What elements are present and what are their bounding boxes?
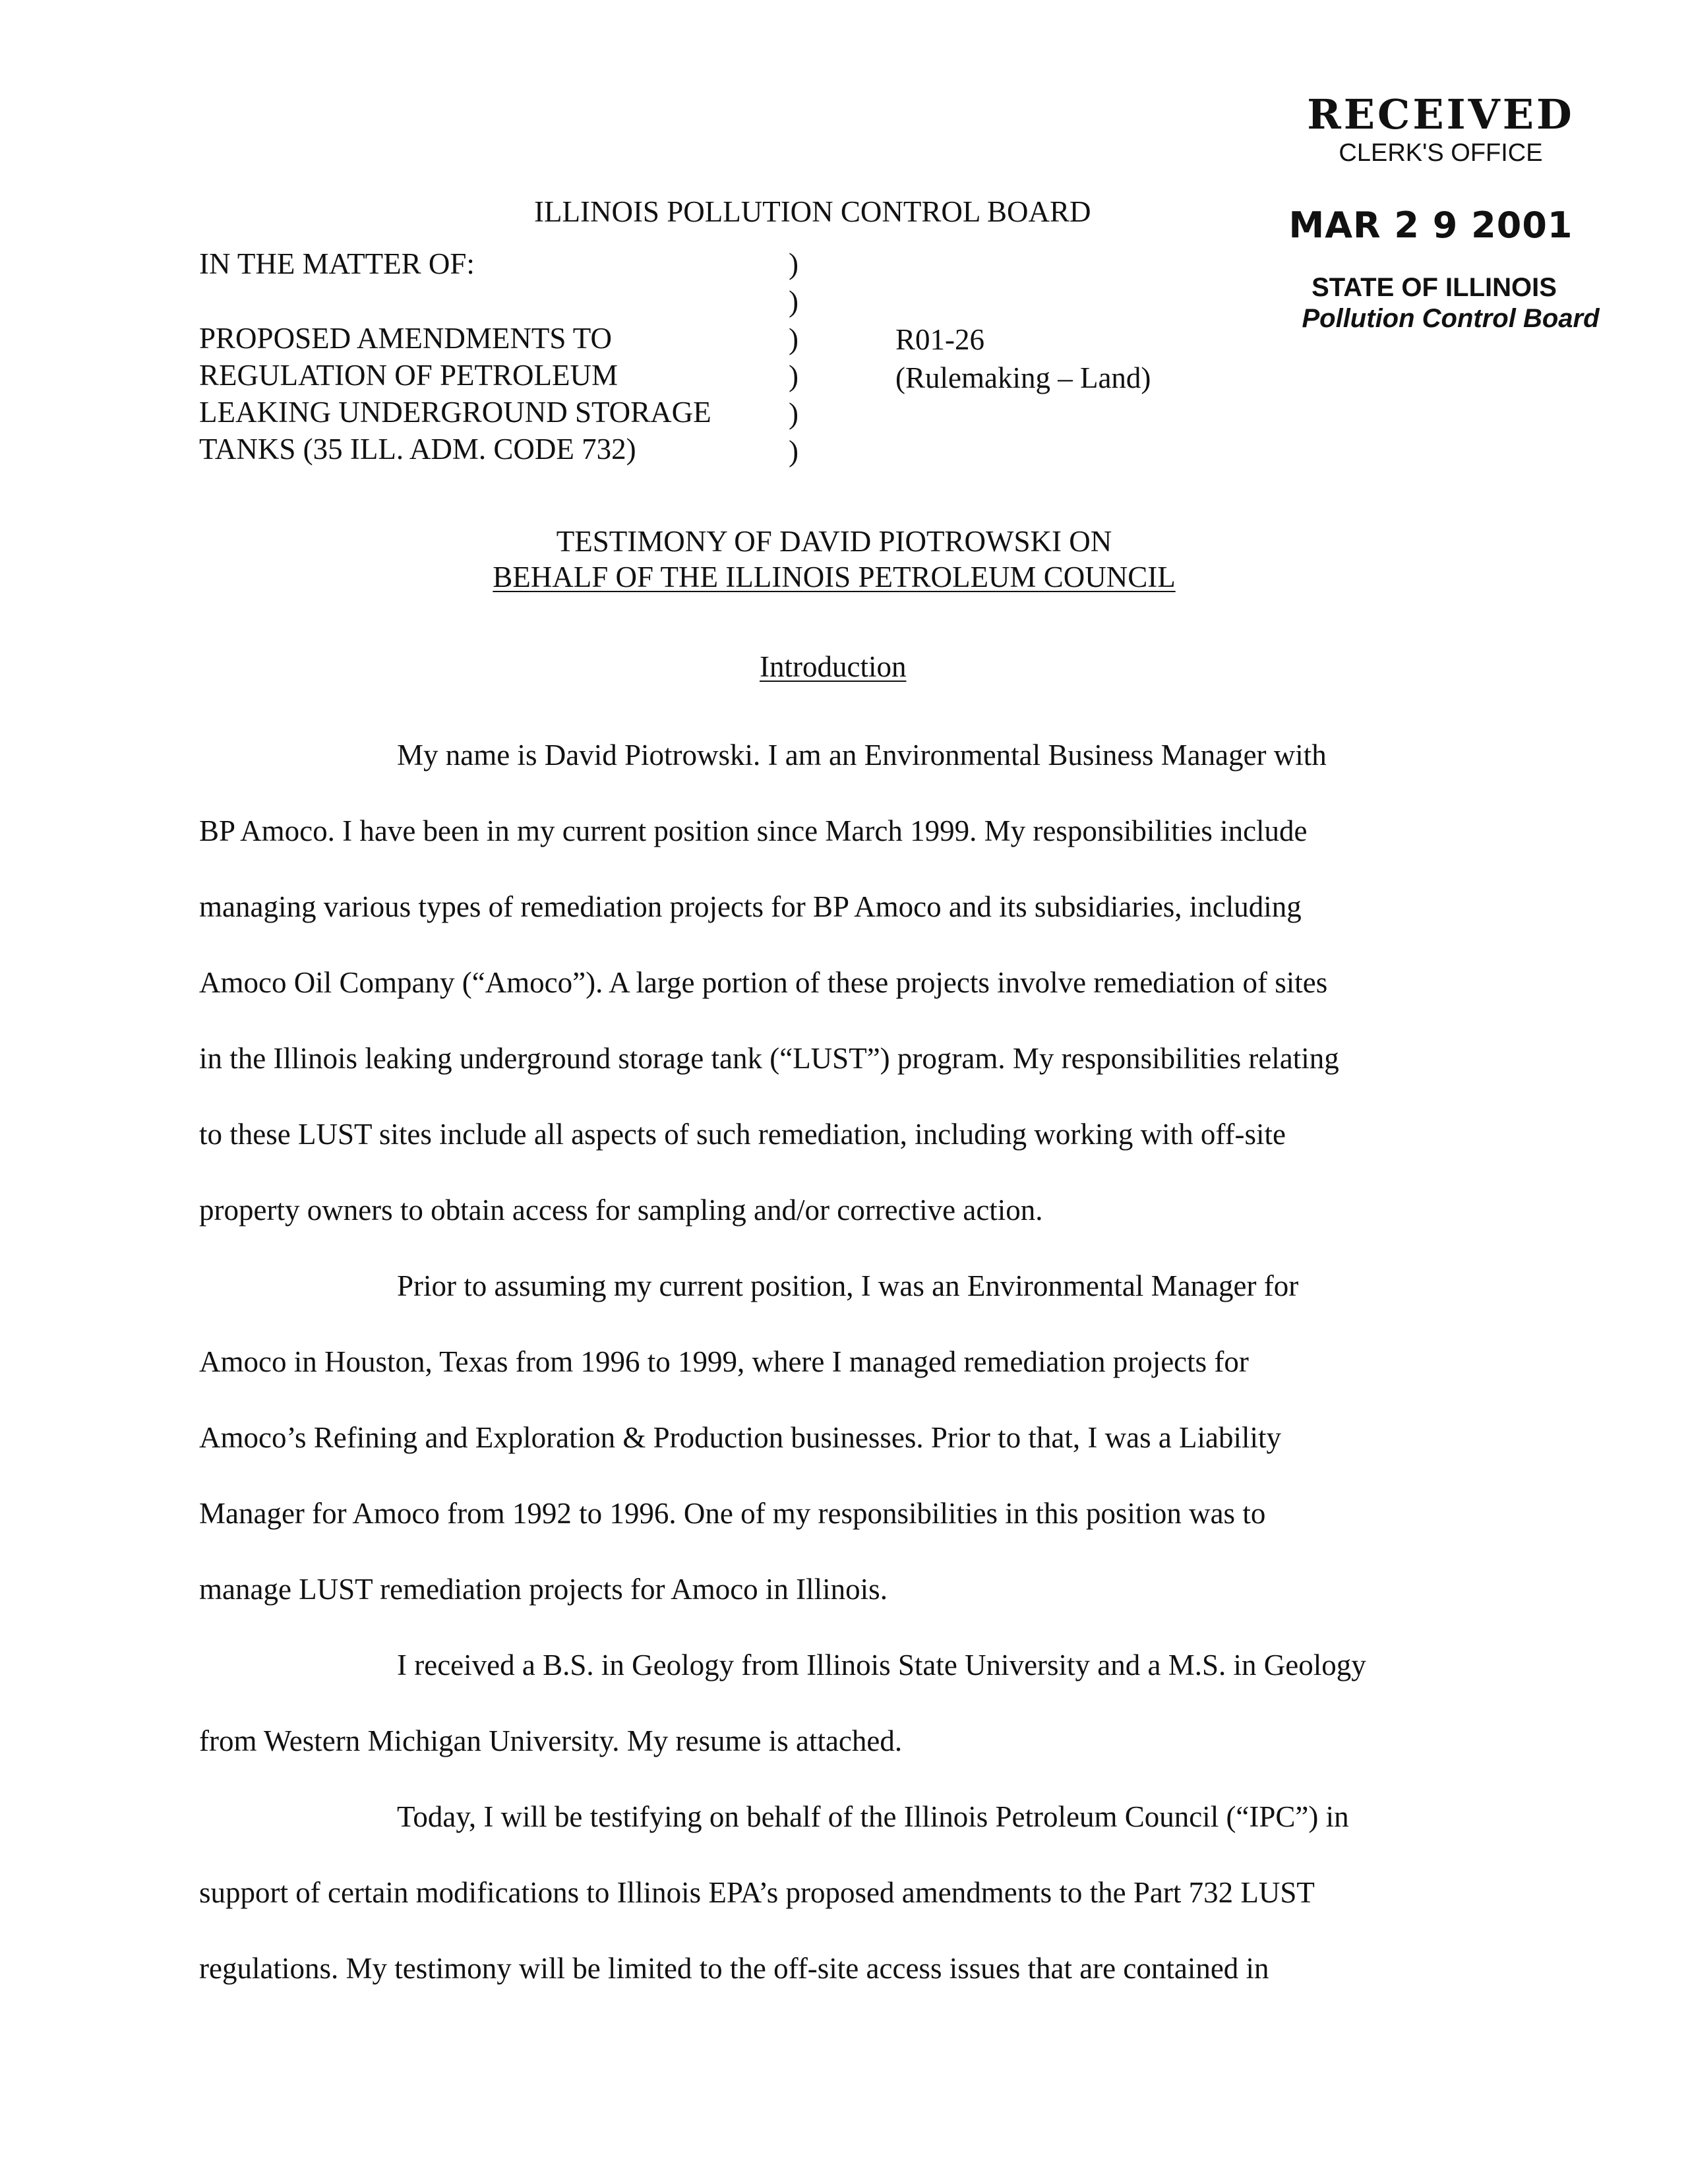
heading-line-2: BEHALF OF THE ILLINOIS PETROLEUM COUNCIL — [493, 561, 1176, 593]
received-stamp — [1253, 90, 1622, 334]
body-line: Amoco Oil Company (“Amoco”). A large portion of these projects involve remediation of sites — [199, 966, 1328, 999]
body-line: to these LUST sites include all aspects of such remediation, including working with off-site — [199, 1118, 1286, 1151]
stamp-board: Pollution Control Board — [1302, 304, 1600, 333]
stamp-received: RECEIVED — [1307, 90, 1575, 138]
caption-line: LEAKING UNDERGROUND STORAGE — [199, 396, 711, 429]
testimony-heading — [0, 524, 1688, 595]
caption-line: TANKS (35 ILL. ADM. CODE 732) — [199, 433, 636, 466]
case-caption — [199, 245, 711, 468]
caption-paren: ) — [789, 284, 799, 318]
caption-paren: ) — [789, 434, 799, 468]
rulemaking-type: (Rulemaking – Land) — [895, 361, 1151, 394]
body-line: My name is David Piotrowski. I am an Environmental Business Manager with — [397, 739, 1327, 772]
body-line: BP Amoco. I have been in my current position since March 1999. My responsibilities include — [199, 814, 1308, 847]
body-line: Manager for Amoco from 1992 to 1996. One of my responsibilities in this position was to — [199, 1497, 1266, 1530]
body-text — [199, 717, 1492, 2007]
body-line: Prior to assuming my current position, I was an Environmental Manager for — [397, 1269, 1299, 1302]
body-line: support of certain modifications to Illinois EPA’s proposed amendments to the Part 732 LUST — [199, 1876, 1315, 1909]
stamp-clerk-office: CLERK'S OFFICE — [1339, 139, 1543, 167]
stamp-state: STATE OF ILLINOIS — [1311, 273, 1557, 302]
board-title: ILLINOIS POLLUTION CONTROL BOARD — [534, 195, 1091, 228]
body-line: Amoco in Houston, Texas from 1996 to 1999, where I managed remediation projects for — [199, 1345, 1249, 1378]
caption-paren: ) — [789, 247, 799, 280]
caption-paren: ) — [789, 397, 799, 431]
docket-info — [895, 320, 1151, 397]
caption-matter: IN THE MATTER OF: — [199, 247, 475, 280]
body-line: regulations. My testimony will be limited to the off-site access issues that are contained in — [199, 1952, 1269, 1985]
caption-paren: ) — [789, 322, 799, 355]
stamp-date: MAR 2 9 2001 — [1288, 204, 1573, 246]
body-line: managing various types of remediation projects for BP Amoco and its subsidiaries, including — [199, 890, 1302, 923]
body-line: property owners to obtain access for sampling and/or corrective action. — [199, 1194, 1043, 1227]
body-line: manage LUST remediation projects for Amoco in Illinois. — [199, 1573, 888, 1606]
section-title: Introduction — [760, 650, 907, 683]
body-line: in the Illinois leaking underground storage tank (“LUST”) program. My responsibilities relating — [199, 1042, 1339, 1075]
body-line: Amoco’s Refining and Exploration & Production businesses. Prior to that, I was a Liability — [199, 1421, 1282, 1454]
docket-number: R01-26 — [895, 323, 984, 356]
caption-line: REGULATION OF PETROLEUM — [199, 359, 618, 392]
caption-line: PROPOSED AMENDMENTS TO — [199, 322, 612, 355]
caption-paren: ) — [789, 359, 799, 393]
body-line: Today, I will be testifying on behalf of the Illinois Petroleum Council (“IPC”) in — [397, 1800, 1349, 1833]
heading-line-1: TESTIMONY OF DAVID PIOTROWSKI ON — [556, 525, 1112, 558]
caption-parentheses — [789, 245, 799, 470]
body-line: from Western Michigan University. My resume is attached. — [199, 1724, 903, 1757]
body-line: I received a B.S. in Geology from Illinois State University and a M.S. in Geology — [397, 1649, 1366, 1682]
